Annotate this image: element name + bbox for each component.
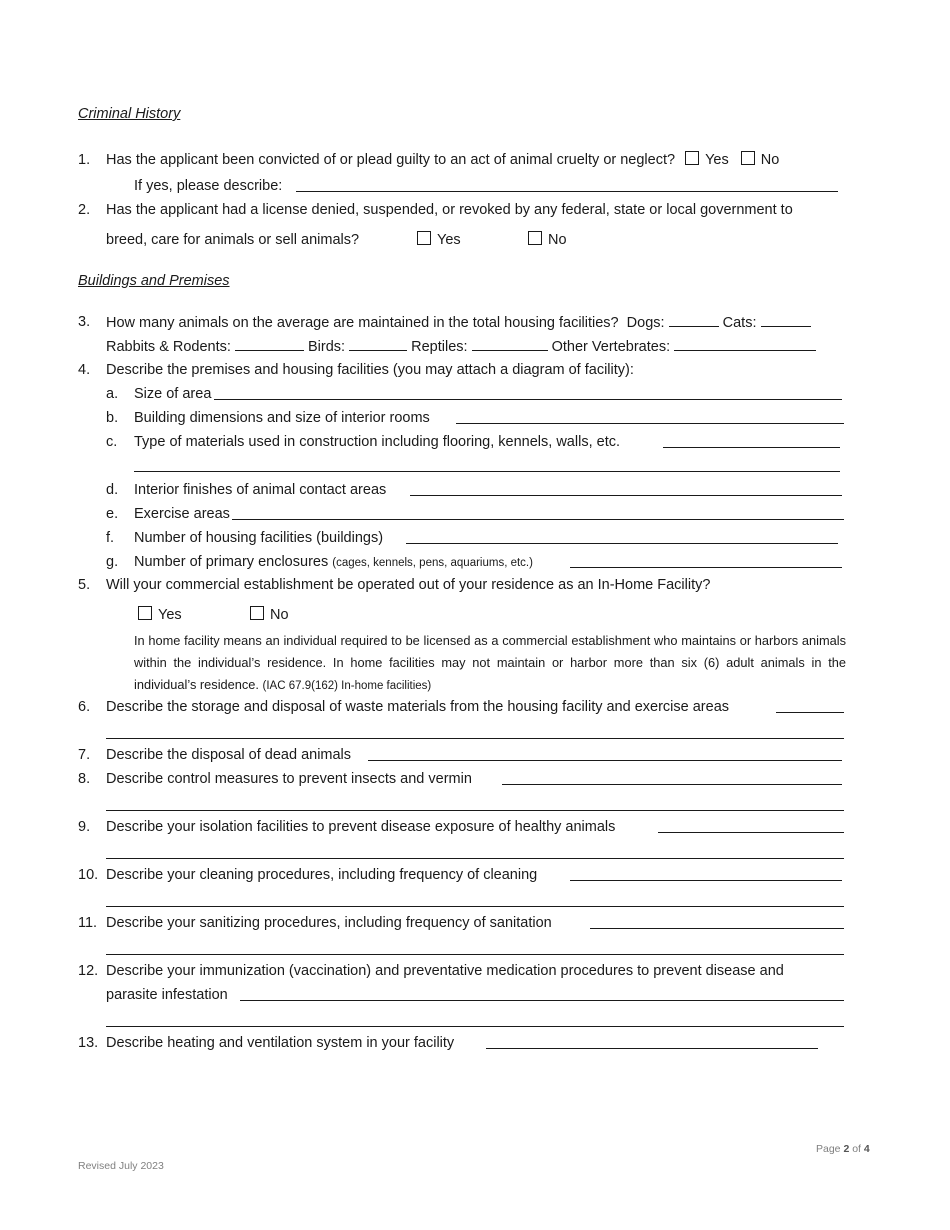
section-heading-buildings-premises: Buildings and Premises	[78, 273, 230, 289]
q1-describe-label: If yes, please describe:	[134, 178, 283, 194]
building-dimensions-field[interactable]	[456, 423, 844, 424]
sub-item-letter: g.	[106, 554, 119, 570]
primary-enclosures-note: (cages, kennels, pens, aquariums, etc.)	[332, 557, 533, 569]
q10-answer-field-continued[interactable]	[106, 906, 844, 907]
checkbox-label-no: No	[270, 607, 289, 623]
q9-answer-field[interactable]	[658, 832, 844, 833]
q9-answer-field-continued[interactable]	[106, 858, 844, 859]
other-vertebrates-label: Other Vertebrates:	[551, 339, 671, 355]
size-of-area-field[interactable]	[214, 399, 842, 400]
definition-text: In home facility means an individual required to be licensed as a commercial establishment who maintains or harbors animals within the individual’s residence. In home facilities may not maintain or harbor more than six (6) adult animals in the individual’s residence.	[134, 633, 846, 692]
question-text: Has the applicant been convicted of or plead guilty to an act of animal cruelty or neglect?	[106, 152, 676, 168]
question-number: 4.	[78, 362, 91, 378]
page-current: 2	[843, 1143, 850, 1155]
section-heading-criminal-history: Criminal History	[78, 106, 181, 122]
q2-yes-checkbox[interactable]	[417, 231, 431, 245]
q1-no-checkbox[interactable]	[741, 151, 755, 165]
q11-answer-field-continued[interactable]	[106, 954, 844, 955]
dogs-label: Dogs:	[626, 315, 665, 331]
q13-answer-field[interactable]	[486, 1048, 818, 1049]
q5-yes-checkbox[interactable]	[138, 606, 152, 620]
checkbox-label-yes: Yes	[158, 607, 182, 623]
page-total: 4	[863, 1143, 870, 1155]
rabbits-field[interactable]	[235, 337, 304, 351]
question-10-text: Describe your cleaning procedures, including frequency of cleaning	[106, 867, 538, 883]
sub-item-materials: Type of materials used in construction including flooring, kennels, walls, etc.	[134, 434, 620, 450]
question-number: 5.	[78, 577, 91, 593]
question-11-text: Describe your sanitizing procedures, including frequency of sanitation	[106, 915, 552, 931]
exercise-areas-field[interactable]	[232, 519, 844, 520]
q12-answer-field-continued[interactable]	[106, 1026, 844, 1027]
other-vertebrates-field[interactable]	[674, 337, 816, 351]
question-12-line2: parasite infestation	[106, 987, 228, 1003]
q5-no-checkbox[interactable]	[250, 606, 264, 620]
q8-answer-field-continued[interactable]	[106, 810, 844, 811]
sub-item-letter: a.	[106, 386, 119, 402]
sub-item-building-dimensions: Building dimensions and size of interior rooms	[134, 410, 430, 426]
sub-item-letter: b.	[106, 410, 119, 426]
q2-yes-option	[417, 231, 461, 249]
q10-answer-field[interactable]	[570, 880, 842, 881]
interior-finishes-field[interactable]	[410, 495, 842, 496]
question-8-text: Describe control measures to prevent insects and vermin	[106, 771, 472, 787]
question-2-line1: Has the applicant had a license denied, suspended, or revoked by any federal, state or local government to	[106, 202, 793, 218]
question-3-line2	[106, 337, 816, 356]
sub-item-interior-finishes: Interior finishes of animal contact areas	[134, 482, 387, 498]
question-number: 9.	[78, 819, 91, 835]
sub-item-housing-facilities: Number of housing facilities (buildings)	[134, 530, 384, 546]
reptiles-label: Reptiles:	[411, 339, 468, 355]
checkbox-label-no: No	[548, 232, 567, 248]
cats-label: Cats:	[722, 315, 757, 331]
question-number: 11.	[78, 915, 98, 931]
rabbits-label: Rabbits & Rodents:	[106, 339, 231, 355]
sub-item-letter: c.	[106, 434, 118, 450]
sub-item-letter: e.	[106, 506, 119, 522]
birds-field[interactable]	[349, 337, 407, 351]
question-1	[106, 151, 779, 169]
sub-item-exercise-areas: Exercise areas	[134, 506, 230, 522]
q6-answer-field-continued[interactable]	[106, 738, 844, 739]
checkbox-label-yes: Yes	[705, 152, 729, 168]
birds-label: Birds:	[308, 339, 346, 355]
page-prefix: Page	[816, 1143, 841, 1155]
materials-field[interactable]	[663, 447, 840, 448]
question-9-text: Describe your isolation facilities to prevent disease exposure of healthy animals	[106, 819, 616, 835]
q5-yes-option	[138, 606, 182, 624]
question-13-text: Describe heating and ventilation system in your facility	[106, 1035, 455, 1051]
question-4-text: Describe the premises and housing facilities (you may attach a diagram of facility):	[106, 362, 634, 378]
page-of: of	[852, 1143, 861, 1155]
q2-no-option	[528, 231, 567, 249]
question-number: 7.	[78, 747, 91, 763]
question-12-line1: Describe your immunization (vaccination) and preventative medication procedures to prevent disease and	[106, 963, 784, 979]
question-number: 8.	[78, 771, 91, 787]
question-number: 10.	[78, 867, 99, 883]
q8-answer-field[interactable]	[502, 784, 842, 785]
checkbox-label-yes: Yes	[437, 232, 461, 248]
q11-answer-field[interactable]	[590, 928, 844, 929]
question-number: 13.	[78, 1035, 99, 1051]
dogs-field[interactable]	[669, 313, 719, 327]
q1-describe-field[interactable]	[296, 191, 838, 192]
question-number: 1.	[78, 152, 91, 168]
q5-no-option	[250, 606, 289, 624]
question-7-text: Describe the disposal of dead animals	[106, 747, 352, 763]
reptiles-field[interactable]	[472, 337, 548, 351]
sub-item-letter: f.	[106, 530, 115, 546]
sub-item-primary-enclosures	[134, 553, 533, 572]
housing-facilities-field[interactable]	[406, 543, 838, 544]
cats-field[interactable]	[761, 313, 811, 327]
question-number: 3.	[78, 314, 91, 330]
definition-citation: (IAC 67.9(162) In-home facilities)	[262, 680, 432, 692]
materials-field-continued[interactable]	[134, 471, 840, 472]
q7-answer-field[interactable]	[368, 760, 842, 761]
question-5-text: Will your commercial establishment be operated out of your residence as an In-Home Facility?	[106, 577, 711, 593]
question-number: 6.	[78, 699, 91, 715]
sub-item-letter: d.	[106, 482, 119, 498]
question-3-line1	[106, 313, 811, 332]
q1-yes-checkbox[interactable]	[685, 151, 699, 165]
question-2-line2: breed, care for animals or sell animals?	[106, 232, 360, 248]
question-text: How many animals on the average are maintained in the total housing facilities?	[106, 315, 619, 331]
checkbox-label-no: No	[760, 152, 780, 168]
question-number: 2.	[78, 202, 91, 218]
question-number: 12.	[78, 963, 99, 979]
page-number	[816, 1143, 870, 1155]
q12-answer-field[interactable]	[240, 1000, 844, 1001]
question-6-text: Describe the storage and disposal of waste materials from the housing facility and exercise areas	[106, 699, 730, 715]
in-home-facility-definition	[134, 630, 846, 697]
q6-answer-field[interactable]	[776, 712, 844, 713]
primary-enclosures-field[interactable]	[570, 567, 842, 568]
revision-date: Revised July 2023	[78, 1160, 164, 1172]
primary-enclosures-label: Number of primary enclosures	[134, 554, 329, 570]
sub-item-size-of-area: Size of area	[134, 386, 212, 402]
q2-no-checkbox[interactable]	[528, 231, 542, 245]
